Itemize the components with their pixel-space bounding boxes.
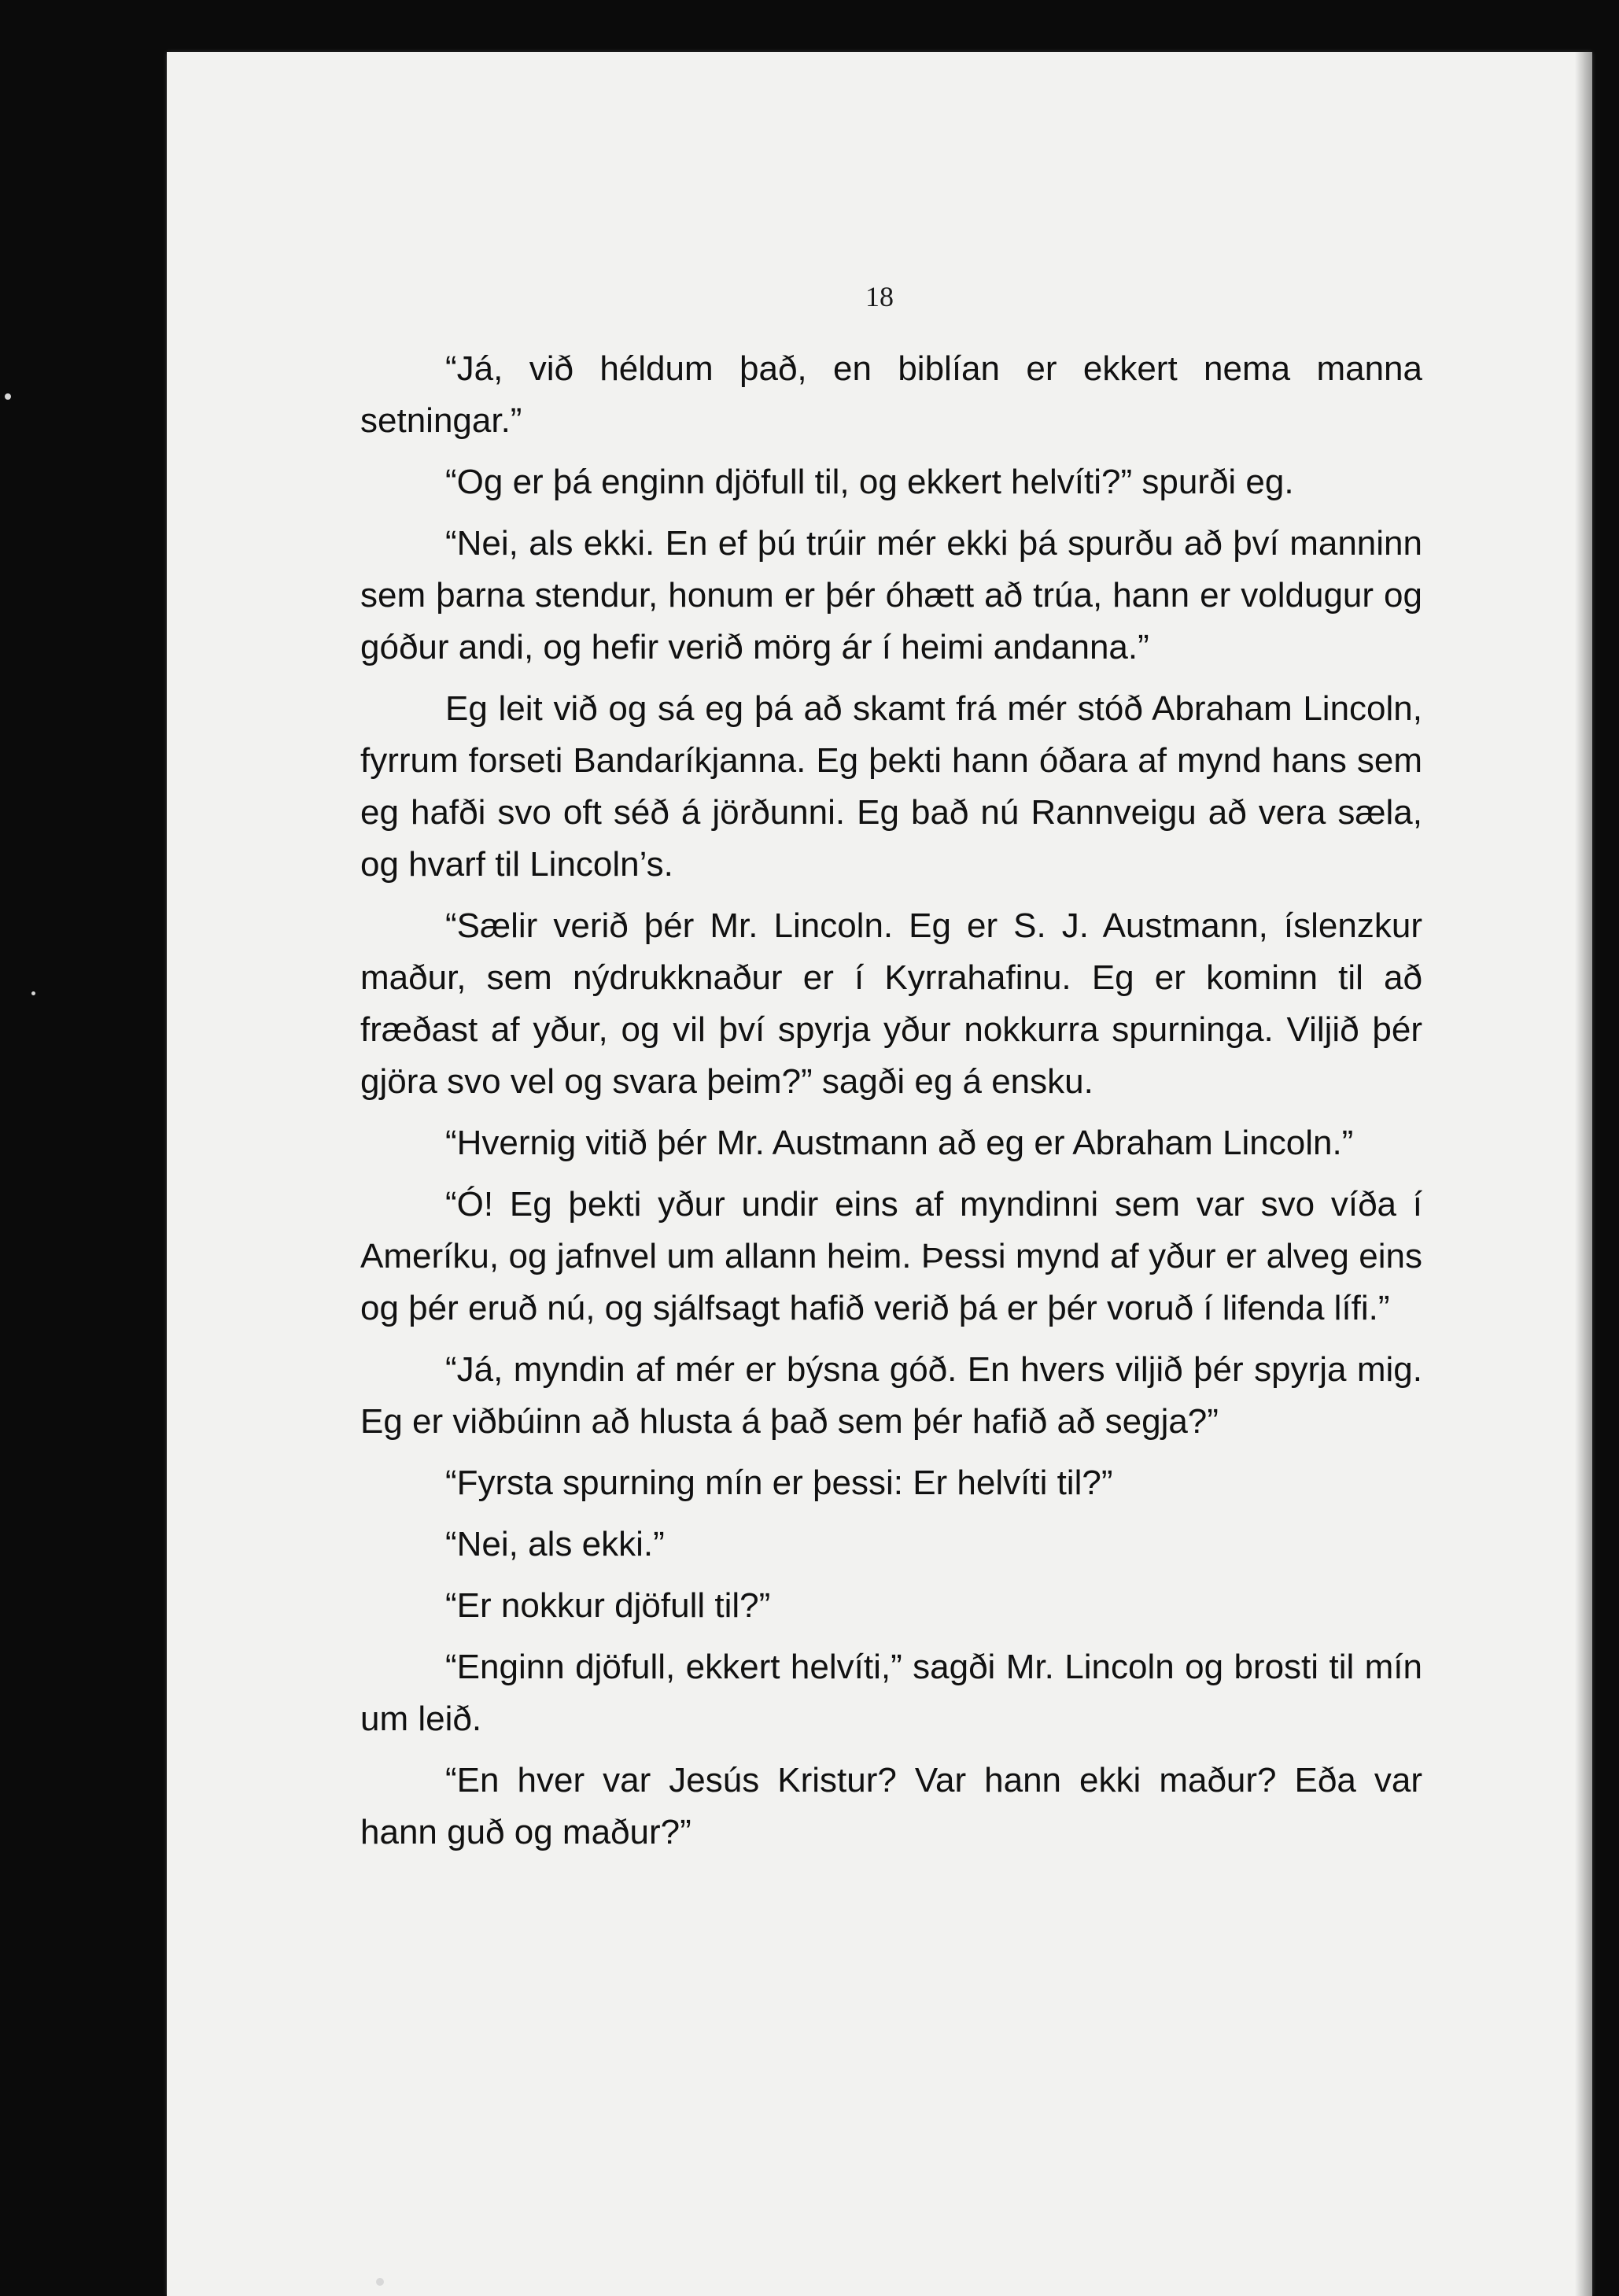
paragraph: “Já, myndin af mér er býsna góð. En hvers viljið þér spyrja mig. Eg er viðbúinn að hlusta á það sem þér hafið að segja?”: [360, 1350, 1422, 1441]
paragraph: “Ó! Eg þekti yður undir eins af myndinni sem var svo víða í Ameríku, og jafnvel um allann heim. Þessi mynd af yður er alveg eins og þér eruð nú, og sjálfsagt hafið verið þá er þér voruð í lifenda lífi.”: [360, 1185, 1422, 1327]
paragraph: “Sælir verið þér Mr. Lincoln. Eg er S. J. Austmann, íslenzkur maður, sem nýdrukknaður er í Kyrrahafinu. Eg er kominn til að fræðast af yður, og vil því spyrja yður nokkurra spurninga. Viljið þér gjöra svo vel og svara þeim?” sagði eg á ensku.: [360, 906, 1422, 1101]
scan-speck: [31, 991, 35, 995]
body-text: [360, 343, 1422, 1868]
paragraph: “Er nokkur djöfull til?”: [445, 1586, 771, 1625]
page-number: 18: [865, 281, 894, 312]
paragraph: Eg leit við og sá eg þá að skamt frá mér stóð Abraham Lincoln, fyrrum forseti Bandaríkjanna. Eg þekti hann óðara af mynd hans sem eg hafði svo oft séð á jörðunni. Eg bað nú Rannveigu að vera sæla, og hvarf til Lincoln’s.: [360, 689, 1422, 884]
page-edge-shadow: [1575, 52, 1592, 2296]
scan-speck: [376, 2278, 384, 2286]
paragraph: “En hver var Jesús Kristur? Var hann ekki maður? Eða var hann guð og maður?”: [360, 1761, 1422, 1851]
paragraph: “Fyrsta spurning mín er þessi: Er helvíti til?”: [445, 1464, 1113, 1502]
paragraph: “Nei, als ekki. En ef þú trúir mér ekki þá spurðu að því manninn sem þarna stendur, honum er þér óhætt að trúa, hann er voldugur og góður andi, og hefir verið mörg ár í heimi andanna.”: [360, 524, 1422, 666]
paragraph: “Já, við héldum það, en biblían er ekkert nema manna setningar.”: [360, 349, 1422, 440]
book-page: [167, 52, 1592, 2296]
paragraph: “Nei, als ekki.”: [445, 1525, 665, 1563]
scan-speck: [5, 393, 11, 400]
paragraph: “Og er þá enginn djöfull til, og ekkert helvíti?” spurði eg.: [445, 463, 1294, 501]
paragraph: “Hvernig vitið þér Mr. Austmann að eg er Abraham Lincoln.”: [445, 1124, 1354, 1162]
paragraph: “Enginn djöfull, ekkert helvíti,” sagði Mr. Lincoln og brosti til mín um leið.: [360, 1648, 1422, 1738]
